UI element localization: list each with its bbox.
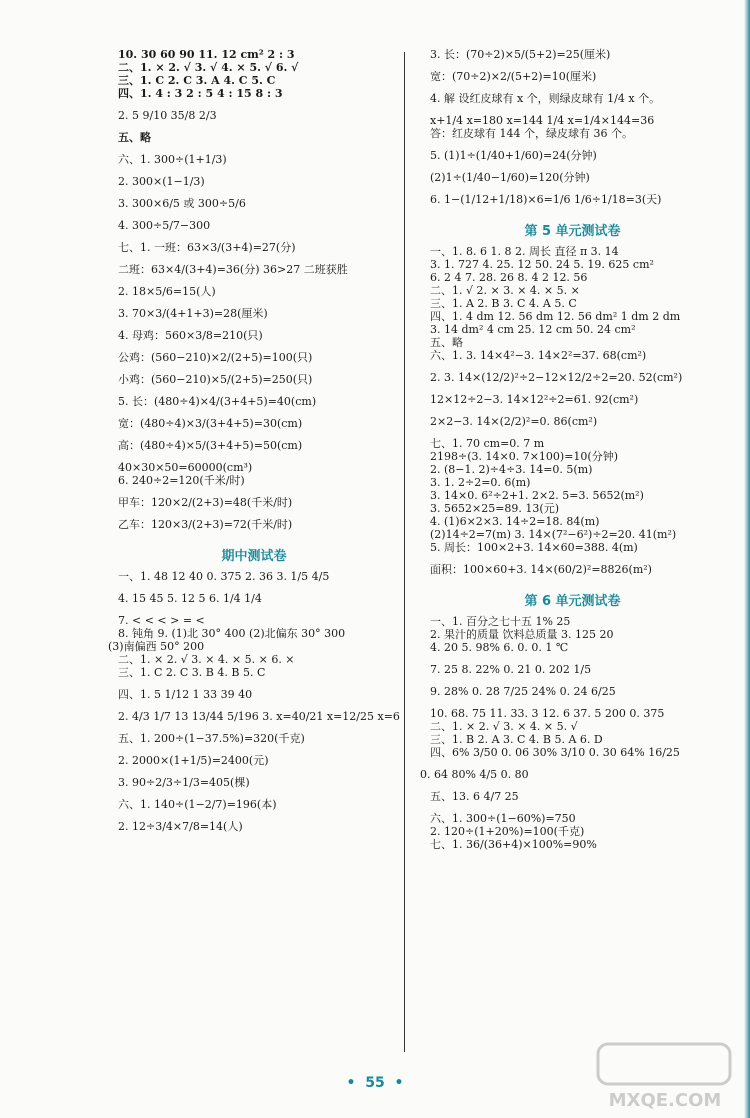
watermark-text: MXQE.COM xyxy=(608,1090,722,1111)
answer-line: (3)南偏西 50° 200 xyxy=(108,640,205,653)
answer-line: 3. 1. 727 4. 25. 12 50. 24 5. 19. 625 cm² xyxy=(430,258,654,271)
answer-line: 2. 4/3 1/7 13 13/44 5/196 3. x=40/21 x=12/25 x=6 xyxy=(118,710,400,723)
answer-line: 2. 120÷(1+20%)=100(千克) xyxy=(430,825,585,838)
answer-line: 2198÷(3. 14×0. 7×100)=10(分钟) xyxy=(430,450,618,463)
answer-line: 4. (1)6×2×3. 14÷2=18. 84(m) xyxy=(430,515,600,528)
answer-line: 8. 钝角 9. (1)北 30° 400 (2)北偏东 30° 300 xyxy=(118,627,346,640)
answer-line: 2. (8−1. 2)÷4÷3. 14=0. 5(m) xyxy=(430,463,593,476)
answer-line: 宽：(70÷2)×2/(5+2)=10(厘米) xyxy=(430,70,597,83)
answer-line: 宽：(480÷4)×3/(3+4+5)=30(cm) xyxy=(118,417,303,430)
column-divider xyxy=(404,52,405,1052)
answer-line: 二、1. × 2. √ 3. × 4. × 5. √ xyxy=(430,720,578,733)
answer-line: 高：(480÷4)×5/(3+4+5)=50(cm) xyxy=(118,439,303,452)
answer-line: 4. 母鸡：560×3/8=210(只) xyxy=(118,329,263,342)
answer-line: 5. (1)1÷(1/40+1/60)=24(分钟) xyxy=(430,149,597,162)
answer-line: 2. 18×5/6=15(人) xyxy=(118,285,216,298)
heading-unit5: 第 5 单元测试卷 xyxy=(524,224,621,239)
answer-line: 40×30×50=60000(cm³) xyxy=(118,461,253,474)
answer-line: 小鸡：(560−210)×5/(2+5)=250(只) xyxy=(118,373,313,386)
answer-line: 一、1. 48 12 40 0. 375 2. 36 3. 1/5 4/5 xyxy=(118,570,330,583)
answer-line: 六、1. 300÷(1+1/3) xyxy=(118,153,227,166)
right-column xyxy=(420,48,715,851)
answer-line: 2. 12÷3/4×7/8=14(人) xyxy=(118,820,243,833)
answer-line: 4. 15 45 5. 12 5 6. 1/4 1/4 xyxy=(118,592,262,605)
answer-line: 二、1. × 2. √ 3. √ 4. × 5. √ 6. √ xyxy=(118,61,299,74)
answer-line: 乙车：120×3/(2+3)=72(千米/时) xyxy=(118,518,293,531)
answer-line: 七、1. 36/(36+4)×100%=90% xyxy=(430,838,597,851)
answer-line: 一、1. 百分之七十五 1% 25 xyxy=(430,615,571,628)
heading-midterm: 期中测试卷 xyxy=(221,549,287,564)
answer-line: 3. 90÷2/3÷1/3=405(棵) xyxy=(118,776,250,789)
answer-line: 3. 300×6/5 或 300÷5/6 xyxy=(118,197,246,210)
answer-line: 6. 240÷2=120(千米/时) xyxy=(118,474,245,487)
answer-line: 四、6% 3/50 0. 06 30% 3/10 0. 30 64% 16/25 xyxy=(430,746,680,759)
answer-line: 六、1. 3. 14×4²−3. 14×2²=37. 68(cm²) xyxy=(430,349,647,362)
answer-line: 3. 70×3/(4+1+3)=28(厘米) xyxy=(118,307,268,320)
answer-line: 面积：100×60+3. 14×(60/2)²=8826(m²) xyxy=(430,563,652,576)
watermark-logo xyxy=(590,1042,740,1114)
answer-line: 2. 5 9/10 35/8 2/3 xyxy=(118,109,217,122)
unit5-answers-block xyxy=(430,245,715,576)
answer-line: 7. 25 8. 22% 0. 21 0. 202 1/5 xyxy=(430,663,592,676)
answer-line: 七、1. 一班：63×3/(3+4)=27(分) xyxy=(118,241,296,254)
answer-line: 3. 14×0. 6²÷2+1. 2×2. 5=3. 5652(m²) xyxy=(430,489,644,502)
answer-line: 公鸡：(560−210)×2/(2+5)=100(只) xyxy=(118,351,313,364)
midterm-answers-block xyxy=(108,570,400,833)
answer-line: 甲车：120×2/(2+3)=48(千米/时) xyxy=(118,496,293,509)
answer-line: 4. 300÷5/7−300 xyxy=(118,219,211,232)
answer-line: x+1/4 x=180 x=144 1/4 x=1/4×144=36 xyxy=(430,114,655,127)
unit4-continued-block xyxy=(430,48,715,206)
answer-line: 二、1. √ 2. × 3. × 4. × 5. × xyxy=(430,284,580,297)
answer-line: 六、1. 140÷(1−2/7)=196(本) xyxy=(118,798,277,811)
answer-line: 5. 周长：100×2+3. 14×60=388. 4(m) xyxy=(430,541,638,554)
answer-line: 四、1. 4 dm 12. 56 dm 12. 56 dm² 1 dm 2 dm xyxy=(430,310,681,323)
answer-line: 三、1. C 2. C 3. A 4. C 5. C xyxy=(118,74,276,87)
unit6-answers-block xyxy=(420,615,715,851)
page-edge-strip xyxy=(744,0,750,1118)
answer-line: 七、1. 70 cm=0. 7 m xyxy=(430,437,545,450)
answer-line: 0. 64 80% 4/5 0. 80 xyxy=(420,768,529,781)
answer-line: 2. 300×(1−1/3) xyxy=(118,175,205,188)
answer-line: 5. 长：(480÷4)×4/(3+4+5)=40(cm) xyxy=(118,395,317,408)
answer-line: (2)1÷(1/40−1/60)=120(分钟) xyxy=(430,171,590,184)
answer-line: 二班：63×4/(3+4)=36(分) 36>27 二班获胜 xyxy=(118,263,348,276)
answer-line: 一、1. 8. 6 1. 8 2. 周长 直径 π 3. 14 xyxy=(430,245,619,258)
answer-line: 4. 20 5. 98% 6. 0. 0. 1 ℃ xyxy=(430,641,569,654)
answer-line: 三、1. B 2. A 3. C 4. B 5. A 6. D xyxy=(430,733,603,746)
answer-line: 12×12÷2−3. 14×12²÷2=61. 92(cm²) xyxy=(430,393,639,406)
answer-line: 五、略 xyxy=(118,131,151,144)
left-column xyxy=(108,48,400,833)
answer-line: 9. 28% 0. 28 7/25 24% 0. 24 6/25 xyxy=(430,685,616,698)
answer-line: 五、1. 200÷(1−37.5%)=320(千克) xyxy=(118,732,305,745)
answer-line: 二、1. × 2. √ 3. × 4. × 5. × 6. × xyxy=(118,653,295,666)
answer-line: 6. 2 4 7. 28. 26 8. 4 2 12. 56 xyxy=(430,271,588,284)
answer-line: 3. 1. 2÷2=0. 6(m) xyxy=(430,476,531,489)
answer-line: 2. 2000×(1+1/5)=2400(元) xyxy=(118,754,269,767)
answer-line: 10. 68. 75 11. 33. 3 12. 6 37. 5 200 0. 375 xyxy=(430,707,665,720)
answer-line: 4. 解 设红皮球有 x 个，则绿皮球有 1/4 x 个。 xyxy=(430,92,661,105)
answer-line: 四、1. 4 : 3 2 : 5 4 : 15 8 : 3 xyxy=(118,87,283,100)
page-number: • 55 • xyxy=(346,1075,404,1091)
answer-line: 四、1. 5 1/12 1 33 39 40 xyxy=(118,688,253,701)
answer-line: 答：红皮球有 144 个，绿皮球有 36 个。 xyxy=(430,127,633,140)
answer-line: 3. 14 dm² 4 cm 25. 12 cm 50. 24 cm² xyxy=(430,323,636,336)
answer-line: 五、13. 6 4/7 25 xyxy=(430,790,519,803)
answer-line: 2. 果汁的质量 饮料总质量 3. 125 20 xyxy=(430,628,614,641)
heading-unit6: 第 6 单元测试卷 xyxy=(524,594,621,609)
unit-answers-block xyxy=(118,48,390,531)
answer-line: 六、1. 300÷(1−60%)=750 xyxy=(430,812,576,825)
answer-line: 6. 1−(1/12+1/18)×6=1/6 1/6÷1/18=3(天) xyxy=(430,193,662,206)
answer-line: 7. < < < > = < xyxy=(118,614,205,627)
answer-line: (2)14÷2=7(m) 3. 14×(7²−6²)÷2=20. 41(m²) xyxy=(430,528,677,541)
answer-line: 2. 3. 14×(12/2)²÷2−12×12/2÷2=20. 52(cm²) xyxy=(430,371,683,384)
answer-line: 三、1. C 2. C 3. B 4. B 5. C xyxy=(118,666,266,679)
answer-line: 3. 长：(70÷2)×5/(5+2)=25(厘米) xyxy=(430,48,611,61)
answer-line: 三、1. A 2. B 3. C 4. A 5. C xyxy=(430,297,577,310)
answer-line: 10. 30 60 90 11. 12 cm² 2 : 3 xyxy=(118,48,295,61)
answer-line: 2×2−3. 14×(2/2)²=0. 86(cm²) xyxy=(430,415,598,428)
answer-line: 3. 5652×25=89. 13(元) xyxy=(430,502,559,515)
answer-line: 五、略 xyxy=(430,336,463,349)
